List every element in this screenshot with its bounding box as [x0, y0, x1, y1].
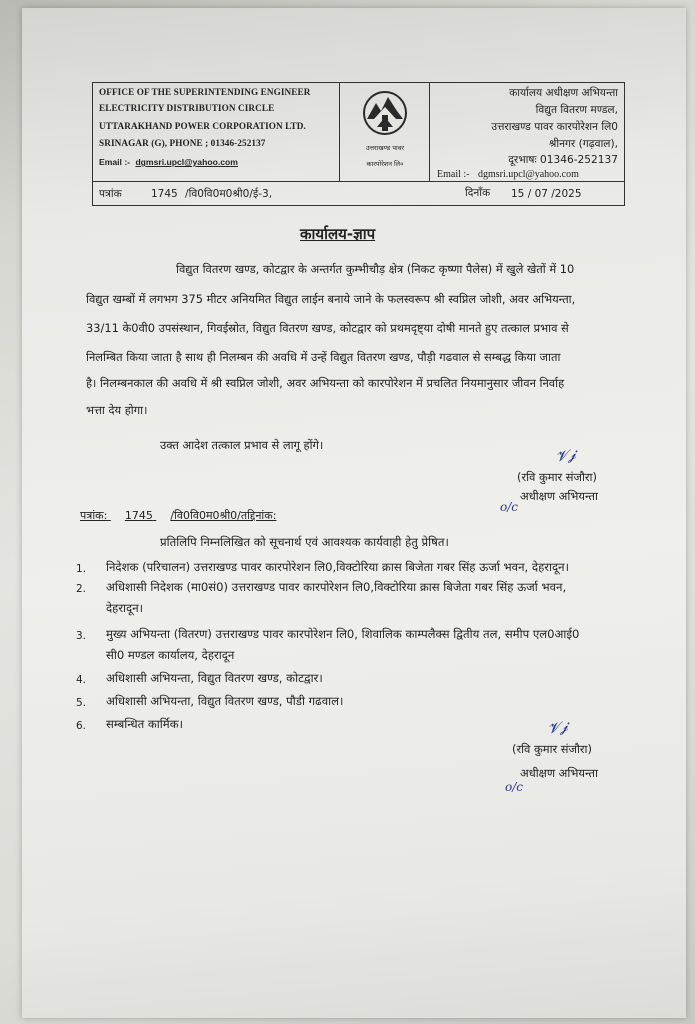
copy-item-6-number: 6.	[76, 720, 87, 732]
copy-item-4-line-1: अधिशासी अभियन्ता, विद्युत वितरण खण्ड, कोटद्वार।	[106, 671, 323, 685]
signatory-name-1: (रवि कुमार संजौरा)	[517, 470, 597, 484]
office-title-en: OFFICE OF THE SUPERINTENDING ENGINEER	[99, 87, 311, 97]
phone-hi: दूरभाषः 01346-252137	[508, 154, 618, 166]
body-line-4: निलम्बित किया जाता है साथ ही निलम्बन की अवधि में उन्हें विद्युत वितरण खण्ड, पौड़ी गढवाल से सम्बद्ध किया जाता	[86, 350, 561, 364]
copy-item-2-line-1: अधिशासी निदेशक (मा0सं0) उत्तराखण्ड पावर कारपोरेशन लि0,विक्टोरिया क्रास बिजेता गबर सिंह ऊर्जा भवन,	[106, 580, 567, 594]
date-value: 15 / 07 /2025	[511, 188, 582, 200]
signature-scribble-1: 𝓥𝓳	[554, 446, 577, 466]
signature-scribble-2: 𝓥𝓳	[546, 718, 569, 738]
copy-item-4-number: 4.	[76, 674, 87, 686]
office-title-hi: कार्यालय अधीक्षण अभियन्ता	[509, 87, 618, 99]
copy-reference	[80, 508, 276, 523]
copy-item-1-line-1: निदेशक (परिचालन) उत्तराखण्ड पावर कारपोरेशन लि0,विक्टोरिया क्रास बिजेता गबर सिंह ऊर्जा भवन, देहरादून।	[106, 560, 569, 574]
corporation-name-en: UTTARAKHAND POWER CORPORATION LTD.	[99, 121, 306, 131]
upcl-logo-icon	[361, 89, 409, 141]
email-label-hi: Email :-	[437, 169, 470, 180]
reference-row	[93, 181, 624, 206]
address-phone-en: SRINAGAR (G), PHONE ; 01346-252137	[99, 138, 266, 148]
body-line-2: विद्युत खम्बों में लगभग 375 मीटर अनियमित विद्युत लाईन बनाये जाने के फलस्वरूप श्री स्वप्निल जोशी, अवर अभियन्ता,	[86, 292, 576, 306]
oc-mark-2: o/c	[505, 780, 523, 794]
copy-item-2-number: 2.	[76, 583, 87, 595]
order-effective-line: उक्त आदेश तत्काल प्रभाव से लागू होंगे।	[160, 438, 324, 452]
email-hi	[437, 169, 579, 180]
copy-intro: प्रतिलिपि निम्नलिखित को सूचनार्थ एवं आवश्यक कार्यवाही हेतु प्रेषित।	[160, 535, 449, 549]
email-label: Email :-	[99, 157, 131, 167]
body-line-5: है। निलम्बनकाल की अवधि में श्री स्वप्निल जोशी, अवर अभियन्ता को कारपोरेशन में प्रचलित नियमानुसार जीवन निर्वाह	[86, 376, 565, 390]
body-line-3: 33/11 के0वी0 उपसंस्थान, गिवईस्रोत, विद्युत वितरण खण्ड, कोटद्वार को प्रथमदृष्ट्या दोषी मानते हुए तत्काल प्रभाव से	[86, 321, 569, 335]
circle-name-hi: विद्युत वितरण मण्डल,	[535, 104, 618, 116]
copy-item-5-number: 5.	[76, 697, 87, 709]
copy-patrak-label: पत्रांक:	[80, 509, 108, 522]
logo-block	[341, 83, 430, 181]
date-label: दिनाँक	[465, 187, 491, 199]
email-address: dgmsri.upcl@yahoo.com	[135, 157, 238, 167]
signatory-designation-2: अधीक्षण अभियन्ता	[520, 766, 598, 780]
patrak-reference: /वि0वि0म0श्री0/ई-3,	[185, 188, 273, 200]
copy-item-3-line-2: सी0 मण्डल कार्यालय, देहरादून	[106, 648, 235, 662]
corporation-name-hi: उत्तराखण्ड पावर कारपोरेशन लि0	[491, 121, 618, 133]
logo-text-1: उत्तराखण्ड पावर	[366, 144, 404, 152]
copy-item-3-line-1: मुख्य अभियन्ता (वितरण) उत्तराखण्ड पावर कारपोरेशन लि0, शिवालिक काम्पलैक्स द्वितीय तल, समीप एल0आई0	[106, 627, 580, 641]
signatory-designation-1: अधीक्षण अभियन्ता	[520, 489, 598, 503]
copy-item-5-line-1: अधिशासी अभियन्ता, विद्युत वितरण खण्ड, पौडी गढवाल।	[106, 694, 344, 708]
copy-patrak-reference: /वि0वि0म0श्री0/तद्दिनांक:	[170, 509, 277, 522]
email-address-hi: dgmsri.upcl@yahoo.com	[478, 169, 579, 180]
body-line-1: विद्युत वितरण खण्ड, कोटद्वार के अन्तर्गत कुम्भीचौड़ क्षेत्र (निकट कृष्णा पैलेस) में खुले खेतों में 10	[176, 262, 575, 276]
letterhead-box	[92, 82, 625, 206]
signatory-name-2: (रवि कुमार संजौरा)	[512, 742, 592, 756]
body-line-6: भत्ता देय होगा।	[86, 403, 148, 417]
city-hi: श्रीनगर (गढ़वाल),	[548, 138, 618, 150]
patrak-number: 1745	[151, 188, 178, 200]
logo-text-2: कारपोरेशन लि०	[366, 160, 404, 168]
patrak-label: पत्रांक	[99, 188, 122, 200]
oc-mark-1: o/c	[500, 500, 518, 514]
circle-name-en: ELECTRICITY DISTRIBUTION CIRCLE	[99, 103, 275, 113]
memo-title: कार्यालय-ज्ञाप	[300, 225, 376, 243]
letterhead-english-block	[93, 83, 340, 181]
email-en	[99, 157, 238, 167]
copy-item-2-line-2: देहरादून।	[106, 601, 144, 615]
upcl-logo	[361, 89, 409, 145]
copy-item-3-number: 3.	[76, 630, 87, 642]
copy-patrak-number: 1745	[124, 509, 153, 522]
copy-item-6-line-1: सम्बन्धित कार्मिक।	[106, 717, 184, 731]
copy-item-1-number: 1.	[76, 563, 87, 575]
